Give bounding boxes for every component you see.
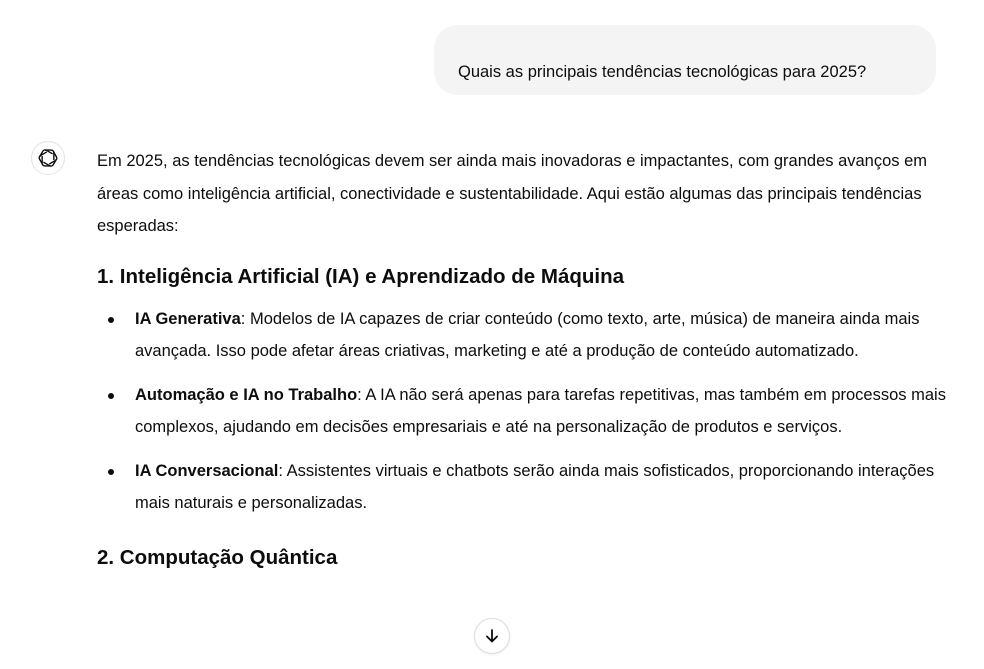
bullet-dot bbox=[108, 317, 114, 323]
list-item-text: : Modelos de IA capazes de criar conteúdo (como texto, arte, música) de maneira ainda mais avançada. Isso pode afetar áreas criativas, marketing e até a produção de conteúdo automatizado. bbox=[135, 309, 920, 360]
assistant-intro: Em 2025, as tendências tecnológicas devem ser ainda mais inovadoras e impactantes, com grandes avanços em áreas como inteligência artificial, conectividade e sustentabilidade. Aqui estão algumas das principais tendências esperadas: bbox=[97, 152, 928, 235]
list-item-term: IA Generativa bbox=[135, 309, 241, 328]
section-1-list bbox=[97, 303, 947, 520]
user-message-text: Quais as principais tendências tecnológicas para 2025? bbox=[458, 63, 867, 81]
list-item-text: : A IA não será apenas para tarefas repetitivas, mas também em processos mais complexos, ajudando em decisões empresariais e até na personalização de produtos e serviços. bbox=[135, 385, 946, 436]
section-heading-2: 2. Computação Quântica bbox=[97, 545, 338, 569]
list-item bbox=[97, 303, 947, 368]
bullet-dot bbox=[108, 393, 114, 399]
arrow-down-icon bbox=[483, 627, 501, 645]
list-item bbox=[97, 455, 947, 520]
list-item-term: IA Conversacional bbox=[135, 461, 279, 480]
bullet-dot bbox=[108, 469, 114, 475]
openai-logo-icon bbox=[37, 147, 59, 169]
user-message-bubble bbox=[434, 25, 936, 95]
list-item-term: Automação e IA no Trabalho bbox=[135, 385, 358, 404]
list-item-text: : Assistentes virtuais e chatbots serão ainda mais sofisticados, proporcionando interações mais naturais e personalizadas. bbox=[135, 461, 935, 512]
assistant-message bbox=[97, 145, 947, 572]
list-item bbox=[97, 379, 947, 444]
section-heading-1: 1. Inteligência Artificial (IA) e Aprendizado de Máquina bbox=[97, 264, 625, 288]
assistant-avatar bbox=[31, 141, 65, 175]
scroll-to-bottom-button[interactable] bbox=[474, 618, 510, 654]
